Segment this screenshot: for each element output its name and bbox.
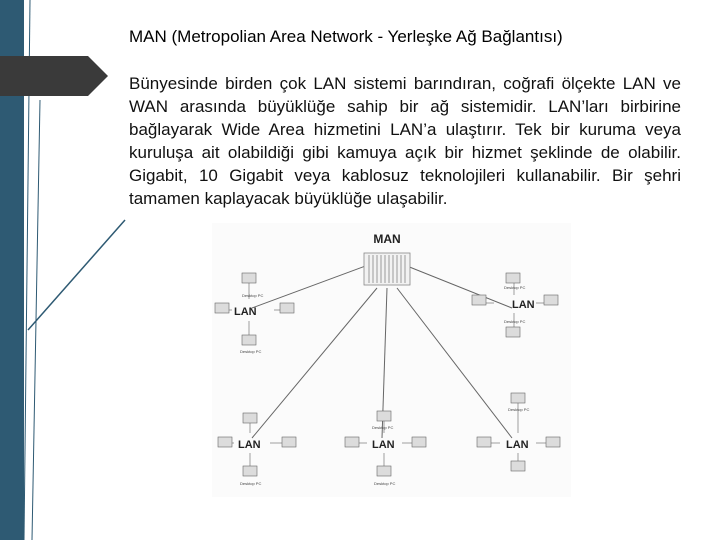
man-label: MAN <box>373 232 401 246</box>
lan-label: LAN <box>506 439 529 451</box>
lan-label: LAN <box>372 439 395 451</box>
pc-label: Desktop PC <box>374 481 396 486</box>
man-switch <box>364 253 410 285</box>
slide-title: MAN (Metropolian Area Network - Yerleşke Ağ Bağlantısı) <box>129 27 563 46</box>
pc-label: Desktop PC <box>508 407 530 412</box>
lan-label: LAN <box>512 299 535 311</box>
pc-label: Desktop PC <box>242 293 264 298</box>
slide-body-text: Bünyesinde birden çok LAN sistemi barındıran, coğrafi ölçekte LAN ve WAN arasında büyüklüğe sahip bir ağ sistemidir. LAN’ları birbirine bağlayarak Wide Area hizmetini LAN’a ulaştırır. Tek bir kuruma veya kuruluşa ait olabildiği gibi kamuya açık bir hizmet şeklinde de olabilir. Gigabit, 10 Gigabit veya kablosuz teknolojileri kullanabilir. Bir şehri tamamen kaplayacak büyüklüğe ulaşabilir. <box>129 74 681 208</box>
lan-label: LAN <box>234 306 257 318</box>
pc-label: Desktop PC <box>240 349 262 354</box>
lan-label: LAN <box>238 439 261 451</box>
pc-label: Desktop PC <box>504 319 526 324</box>
pc-label: Desktop PC <box>372 425 394 430</box>
arrow-tab-shape <box>0 56 108 96</box>
man-network-diagram <box>212 223 571 497</box>
pc-label: Desktop PC <box>240 481 262 486</box>
pc-label: Desktop PC <box>504 285 526 290</box>
